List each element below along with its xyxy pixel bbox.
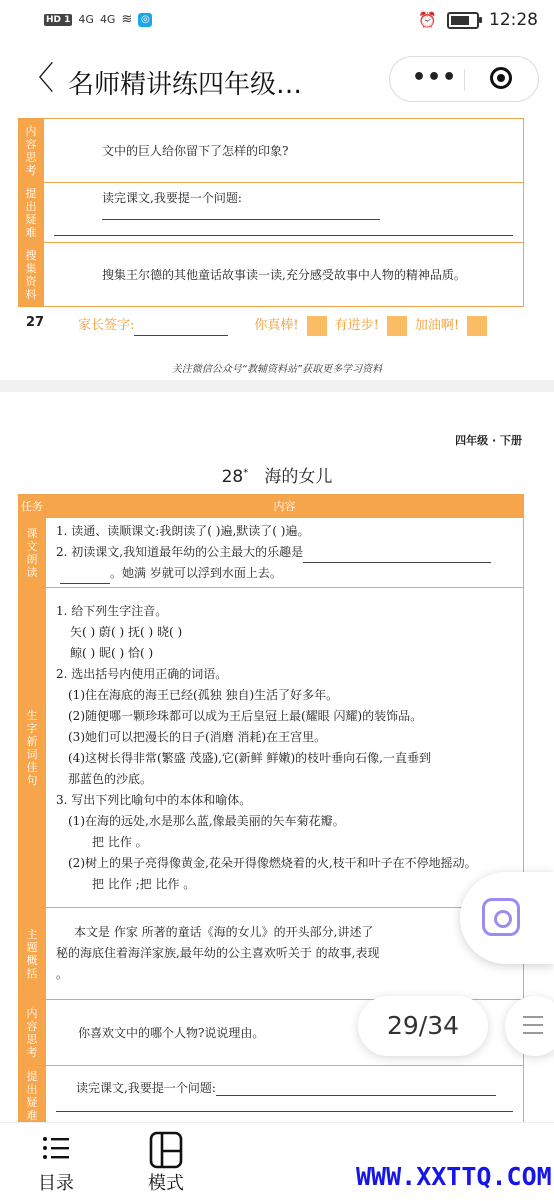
status-right: [418, 10, 538, 30]
table-row: [19, 518, 524, 588]
row-content: 你喜欢文中的哪个人物?说说理由。: [46, 1000, 524, 1066]
row-label: 生字新词佳句: [19, 588, 46, 908]
tab-label: 模式: [148, 1173, 184, 1194]
capsule-divider: [464, 69, 465, 91]
wifi-icon: ≋: [121, 12, 133, 27]
row-label: 内容思考: [19, 1000, 46, 1066]
text-line: 2. 选出括号内使用正确的词语。: [56, 666, 228, 681]
answer-line: [102, 207, 380, 220]
text-line: 本文是 作家 所著的童话《海的女儿》的开头部分,讲述了: [74, 925, 374, 939]
row-content: [46, 908, 524, 1000]
page-number: 27: [26, 315, 45, 330]
hd-icon: HD 1: [46, 14, 71, 25]
text-line: (1)住在海底的海王已经(孤独 独自)生活了好多年。: [68, 687, 339, 702]
menu-icon: [523, 1016, 543, 1040]
layout-mode-icon: [136, 1131, 196, 1169]
back-arrow-icon: 〈: [22, 59, 55, 97]
row-label: 搜集资料: [19, 243, 44, 307]
praise-3: 加油啊!: [414, 318, 460, 333]
text-line: (1)在海的远处,水是那么蓝,像最美丽的矢车菊花瓣。: [68, 813, 345, 828]
answer-line: [56, 1110, 513, 1112]
praise-box: [307, 316, 327, 336]
lesson-title: [0, 462, 554, 487]
question-prompt: 读完课文,我要提一个问题:: [102, 191, 242, 205]
row-content: [46, 518, 524, 588]
clock-time: 12:28: [489, 10, 538, 30]
text-line: 把 比作 ;把 比作 。: [92, 876, 196, 891]
praise-2: 有进步!: [334, 318, 379, 333]
text-line: 3. 写出下列比喻句中的本体和喻体。: [56, 792, 252, 807]
page-separator: [0, 380, 554, 392]
question-prompt: 读完课文,我要提一个问题:: [76, 1081, 216, 1095]
table-row: [19, 119, 524, 183]
row-label: 提出疑难: [19, 1066, 46, 1123]
row-content: [44, 183, 524, 243]
table-row: [19, 908, 524, 1000]
text-line: 那蓝色的沙底。: [68, 771, 153, 786]
text-line: 鲸( ) 昵( ) 恰( ): [70, 645, 154, 660]
table-row: [19, 588, 524, 908]
text-line: (3)她们可以把漫长的日子(消磨 消耗)在王宫里。: [68, 729, 327, 744]
praise-box: [467, 316, 487, 336]
row-content: 搜集王尔德的其他童话故事读一读,充分感受故事中人物的精神品质。: [44, 243, 524, 307]
list-icon: [26, 1131, 86, 1169]
lesson-name: 海的女儿: [264, 467, 333, 487]
text-line: (2)随便哪一颗珍珠都可以成为王后皇冠上最(耀眼 闪耀)的装饰品。: [68, 708, 423, 723]
row-label: 内容思考: [19, 119, 44, 183]
watermark-text: WWW.XXTTQ.COM: [356, 1162, 552, 1191]
signal-icon: 4G: [99, 13, 116, 26]
table-row: [19, 243, 524, 307]
row-content: [46, 1066, 524, 1123]
text-line: 矢( ) 蔚( ) 抚( ) 晓( ): [70, 624, 183, 639]
row-label: 课文朗读: [19, 518, 46, 588]
table-header: [19, 495, 524, 518]
text-line: 。: [56, 967, 69, 981]
alarm-icon: ⏰: [418, 11, 437, 29]
row-label: 提出疑难: [19, 183, 44, 243]
page-27: [0, 118, 554, 380]
mini-program-capsule: [389, 56, 539, 102]
footnote: 关注微信公众号“教辅资料站”获取更多学习资料: [171, 364, 383, 375]
battery-icon: [447, 12, 479, 29]
grade-label: 四年级 · 下册: [455, 434, 522, 447]
title-bar: [0, 42, 554, 118]
row-content: 文中的巨人给你留下了怎样的印象?: [44, 119, 524, 183]
text-line: 2. 初读课文,我知道最年幼的公主最大的乐趣是: [56, 542, 513, 563]
text-line: 1. 给下列生字注音。: [56, 603, 168, 618]
lesson-mark: *: [243, 467, 249, 479]
signal-icon: 4G: [78, 13, 94, 26]
table-row: [19, 1066, 524, 1123]
header-task: 任务: [19, 495, 46, 518]
praise-1: 你真棒!: [254, 318, 299, 333]
worksheet-table: [18, 118, 524, 307]
back-button[interactable]: [22, 59, 55, 97]
table-row: [19, 183, 524, 243]
answer-line: [54, 234, 513, 236]
status-left: [44, 12, 152, 27]
tab-contents[interactable]: [26, 1131, 86, 1195]
row-label: 主题概括: [19, 908, 46, 1000]
parent-signature: 家长签字: 你真棒! 有进步! 加油啊!: [78, 314, 495, 336]
praise-box: [387, 316, 407, 336]
capture-button[interactable]: [460, 872, 554, 964]
text-line: (4)这树长得非常(繁盛 茂盛),它(新鲜 鲜嫩)的枝叶垂向石像,一直垂到: [68, 750, 431, 765]
row-content: [46, 588, 524, 908]
text-line: 。她满 岁就可以浮到水面上去。: [56, 563, 513, 584]
capture-icon: [482, 898, 520, 936]
text-line: 秘的海底住着海洋家族,最年幼的公主喜欢听关于 的故事,表现: [56, 946, 380, 960]
app-notification-icon: ◎: [138, 13, 152, 27]
tab-mode[interactable]: [136, 1131, 196, 1195]
page-title: 名师精讲练四年级…: [68, 70, 303, 100]
tab-label: 目录: [38, 1173, 74, 1194]
document-viewer[interactable]: [0, 118, 554, 1122]
close-mini-program-icon[interactable]: [490, 67, 512, 89]
status-bar: [0, 0, 554, 42]
text-line: 把 比作 。: [92, 834, 148, 849]
text-line: (2)树上的果子亮得像黄金,花朵开得像燃烧着的火,枝干和叶子在不停地摇动。: [68, 855, 477, 870]
page-indicator[interactable]: 29/34: [358, 996, 488, 1056]
text-line: 1. 读通、读顺课文:我朗读了( )遍,默读了( )遍。: [56, 524, 310, 538]
header-content: 内容: [46, 495, 524, 518]
lesson-number: 28: [221, 467, 244, 487]
more-button[interactable]: •••: [412, 65, 458, 90]
